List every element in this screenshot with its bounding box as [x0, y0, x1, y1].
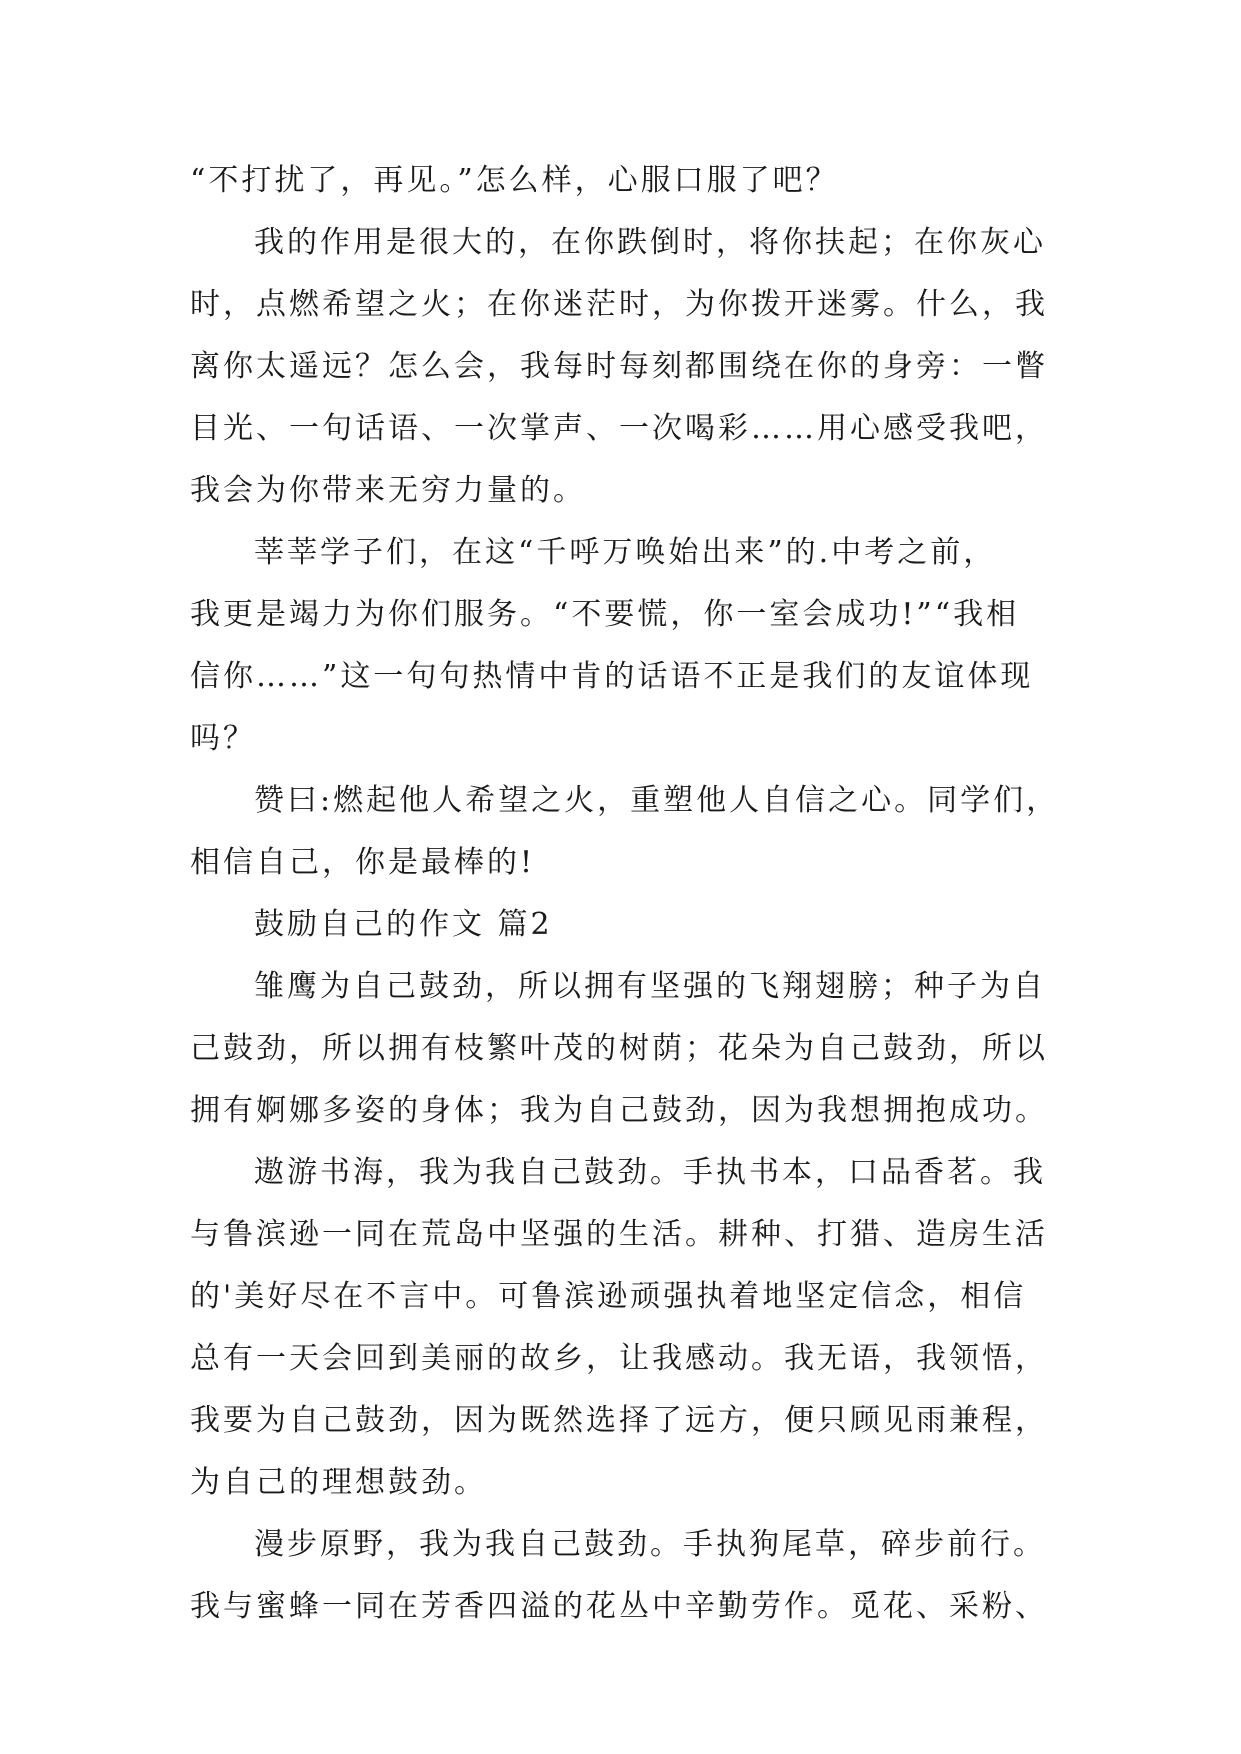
text-line: 我会为你带来无穷力量的。: [190, 473, 586, 508]
text-line: 我更是竭力为你们服务。“不要慌，你一室会成功!”“我相: [190, 597, 1020, 632]
text-line: 漫步原野，我为我自己鼓劲。手执狗尾草，碎步前行。: [254, 1527, 1046, 1562]
text-line: 我要为自己鼓劲，因为既然选择了远方，便只顾见雨兼程，: [190, 1403, 1048, 1438]
section-heading: 鼓励自己的作文 篇2: [254, 907, 553, 942]
text-line: 遨游书海，我为我自己鼓劲。手执书本，口品香茗。我: [254, 1155, 1046, 1190]
text-line: 我与蜜蜂一同在芳香四溢的花丛中辛勤劳作。觅花、采粉、: [190, 1589, 1048, 1624]
text-line: 的'美好尽在不言中。可鲁滨逊顽强执着地坚定信念，相信: [190, 1279, 1027, 1314]
text-line: 时，点燃希望之火；在你迷茫时，为你拨开迷雾。什么，我: [190, 287, 1048, 322]
text-line: 目光、一句话语、一次掌声、一次喝彩……用心感受我吧，: [190, 411, 1048, 446]
text-line: 吗？: [190, 721, 256, 756]
text-line: 莘莘学子们，在这“千呼万唤始出来”的.中考之前，: [254, 535, 997, 570]
text-line: 赞曰:燃起他人希望之火，重塑他人自信之心。同学们，: [254, 783, 1060, 818]
text-line: 信你……”这一句句热情中肯的话语不正是我们的友谊体现: [190, 659, 1034, 694]
document-body: [190, 150, 1090, 1638]
text-line: 己鼓劲，所以拥有枝繁叶茂的树荫；花朵为自己鼓劲，所以: [190, 1031, 1048, 1066]
text-line: 相信自己，你是最棒的!: [190, 845, 536, 880]
text-line: “不打扰了，再见。”怎么样，心服口服了吧？: [190, 163, 839, 198]
text-line: 拥有婀娜多姿的身体；我为自己鼓劲，因为我想拥抱成功。: [190, 1093, 1048, 1128]
text-line: 为自己的理想鼓劲。: [190, 1465, 487, 1500]
text-line: 雏鹰为自己鼓劲，所以拥有坚强的飞翔翅膀；种子为自: [254, 969, 1046, 1004]
text-line: 我的作用是很大的，在你跌倒时，将你扶起；在你灰心: [254, 225, 1046, 260]
text-line: 总有一天会回到美丽的故乡，让我感动。我无语，我领悟，: [190, 1341, 1048, 1376]
text-line: 与鲁滨逊一同在荒岛中坚强的生活。耕种、打猎、造房生活: [190, 1217, 1048, 1252]
text-line: 离你太遥远？怎么会，我每时每刻都围绕在你的身旁：一瞥: [190, 349, 1048, 384]
